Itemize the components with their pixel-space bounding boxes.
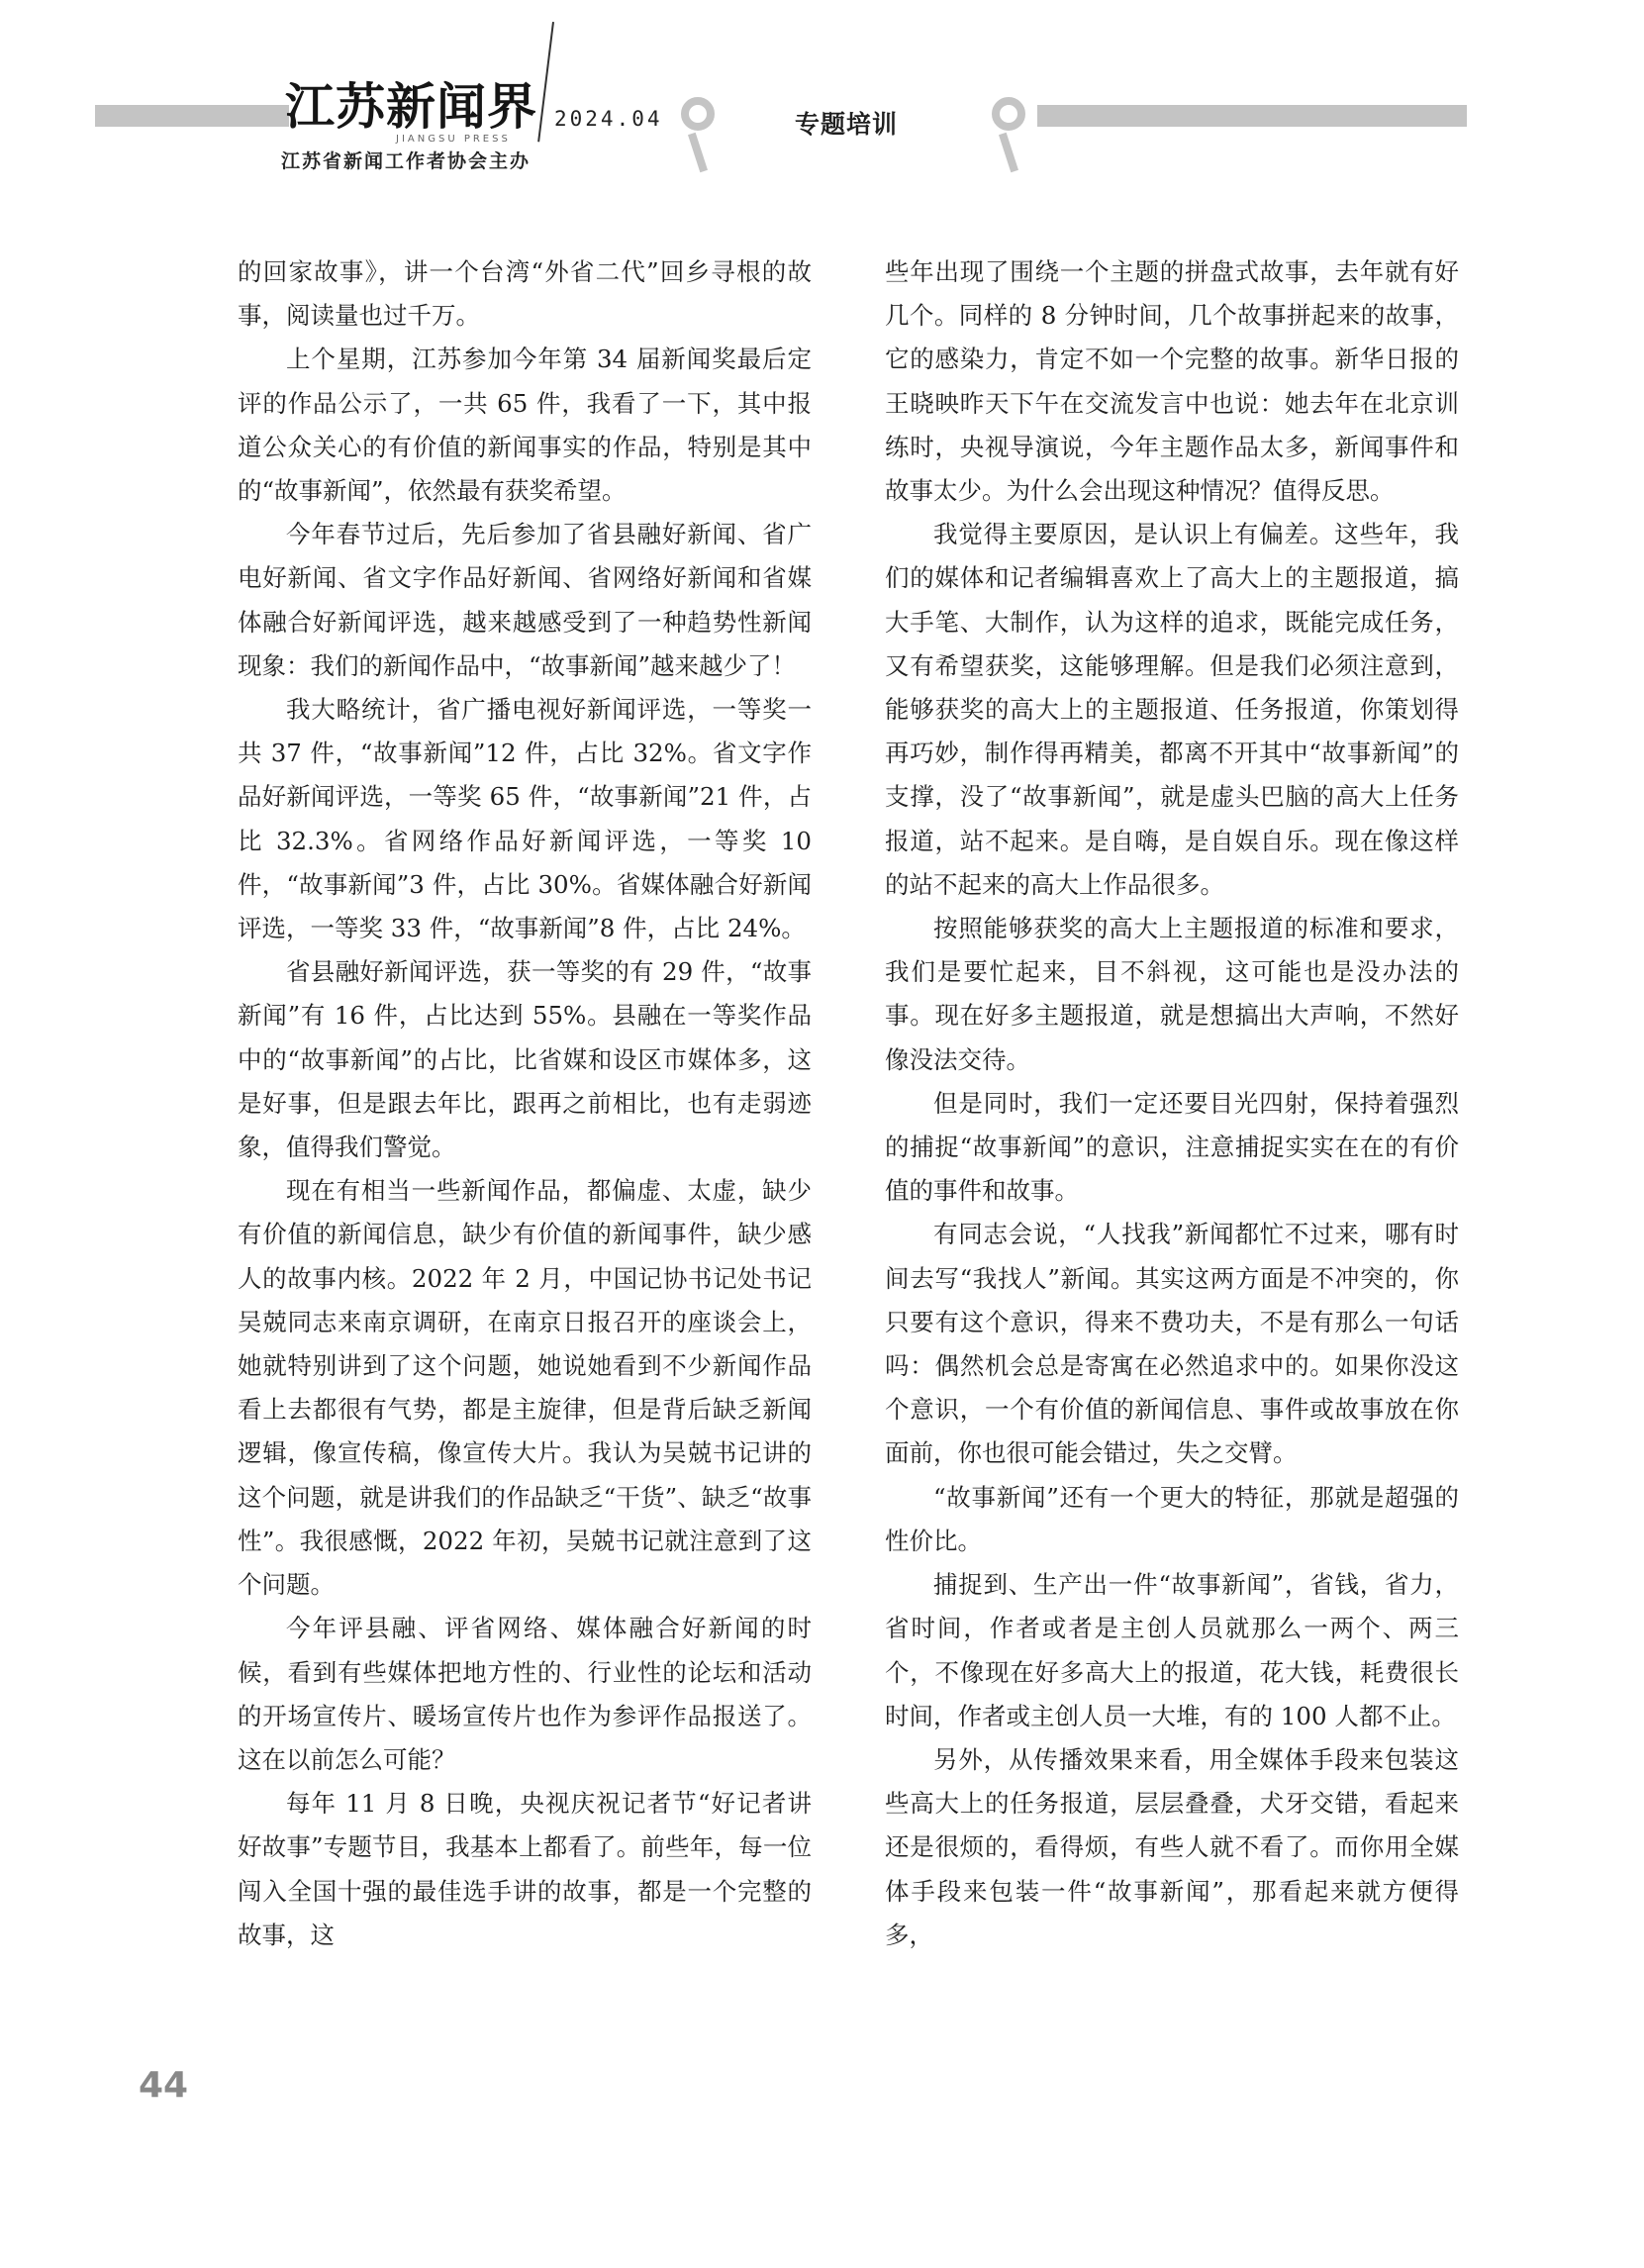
section-title: 专题培训 [795,110,899,139]
masthead-press-tag: JIANGSU PRESS [396,134,511,145]
paragraph: 每年 11 月 8 日晚，央视庆祝记者节“好记者讲好故事”专题节目，我基本上都看了。前些年，每一位闯入全国十强的最佳选手讲的故事，都是一个完整的故事，这 [238,1789,812,1949]
header-rule-left [95,105,289,127]
paragraph: 些年出现了围绕一个主题的拼盘式故事，去年就有好几个。同样的 8 分钟时间，几个故事拼起来的故事，它的感染力，肯定不如一个完整的故事。新华日报的王晓映昨天下午在交流发言中也说：她去年在北京训练时，央视导演说，今年主题作品太多，新闻事件和故事太少。为什么会出现这种情况？值得反思。 [885,257,1459,506]
paragraph: 的回家故事》，讲一个台湾“外省二代”回乡寻根的故事，阅读量也过千万。 [238,257,812,331]
paragraph: 按照能够获奖的高大上主题报道的标准和要求，我们是要忙起来，目不斜视，这可能也是没办法的事。现在好多主题报道，就是想搞出大声响，不然好像没法交待。 [885,914,1459,1074]
host-organization: 江苏省新闻工作者协会主办 [281,150,532,172]
right-column [885,250,1459,1957]
paragraph: 现在有相当一些新闻作品，都偏虚、太虚，缺少有价值的新闻信息，缺少有价值的新闻事件，缺少感人的故事内核。2022 年 2 月，中国记协书记处书记吴兢同志来南京调研，在南京日报召开的座谈会上，她就特别讲到了这个问题，她说她看到不少新闻作品看上去都很有气势，都是主旋律，但是背后缺乏新闻逻辑，像宣传稿，像宣传大片。我认为吴兢书记讲的这个问题，就是讲我们的作品缺乏“干货”、缺乏“故事性”。我很感慨，2022 年初，吴兢书记就注意到了这个问题。 [238,1176,812,1600]
paragraph: 上个星期，江苏参加今年第 34 届新闻奖最后定评的作品公示了，一共 65 件，我看了一下，其中报道公众关心的有价值的新闻事实的作品，特别是其中的“故事新闻”，依然最有获奖希望。 [238,345,812,506]
header-divider-stroke [537,22,554,142]
pin-icon [992,97,1025,131]
masthead-logo: 江苏新闻界 [285,78,537,136]
paragraph: 今年春节过后，先后参加了省县融好新闻、省广电好新闻、省文字作品好新闻、省网络好新闻和省媒体融合好新闻评选，越来越感受到了一种趋势性新闻现象：我们的新闻作品中，“故事新闻”越来越少了！ [238,520,812,680]
paragraph: 省县融好新闻评选，获一等奖的有 29 件，“故事新闻”有 16 件，占比达到 55%。县融在一等奖作品中的“故事新闻”的占比，比省媒和设区市媒体多，这是好事，但是跟去年比，跟再之前相比，也有走弱迹象，值得我们警觉。 [238,957,812,1162]
paragraph: 但是同时，我们一定还要目光四射，保持着强烈的捕捉“故事新闻”的意识，注意捕捉实实在在的有价值的事件和故事。 [885,1088,1459,1206]
pin-icon [681,97,715,131]
paragraph: 捕捉到、生产出一件“故事新闻”，省钱，省力，省时间，作者或者是主创人员就那么一两个、两三个，不像现在好多高大上的报道，花大钱，耗费很长时间，作者或主创人员一大堆，有的 100 人都不止。 [885,1570,1459,1730]
paragraph: 我觉得主要原因，是认识上有偏差。这些年，我们的媒体和记者编辑喜欢上了高大上的主题报道，搞大手笔、大制作，认为这样的追求，既能完成任务，又有希望获奖，这能够理解。但是我们必须注意到，能够获奖的高大上的主题报道、任务报道，你策划得再巧妙，制作得再精美，都离不开其中“故事新闻”的支撑，没了“故事新闻”，就是虚头巴脑的高大上任务报道，站不起来。是自嗨，是自娱自乐。现在像这样的站不起来的高大上作品很多。 [885,520,1459,899]
paragraph: “故事新闻”还有一个更大的特征，那就是超强的性价比。 [885,1482,1459,1555]
paragraph: 我大略统计，省广播电视好新闻评选，一等奖一共 37 件，“故事新闻”12 件，占比 32%。省文字作品好新闻评选，一等奖 65 件，“故事新闻”21 件，占比 32.3%。省网络作品好新闻评选，一等奖 10 件，“故事新闻”3 件，占比 30%。省媒体融合好新闻评选，一等奖 33 件，“故事新闻”8 件，占比 24%。 [238,695,812,943]
paragraph: 有同志会说，“人找我”新闻都忙不过来，哪有时间去写“我找人”新闻。其实这两方面是不冲突的，你只要有这个意识，得来不费功夫，不是有那么一句话吗：偶然机会总是寄寓在必然追求中的。如果你没这个意识，一个有价值的新闻信息、事件或故事放在你面前，你也很可能会错过，失之交臂。 [885,1220,1459,1468]
header-rule-right [1037,105,1467,127]
page-number: 44 [139,2065,189,2106]
issue-date: 2024.04 [554,107,663,131]
left-column [238,250,812,1957]
paragraph: 今年评县融、评省网络、媒体融合好新闻的时候，看到有些媒体把地方性的、行业性的论坛和活动的开场宣传片、暖场宣传片也作为参评作品报送了。这在以前怎么可能？ [238,1614,812,1774]
paragraph: 另外，从传播效果来看，用全媒体手段来包装这些高大上的任务报道，层层叠叠，犬牙交错，看起来还是很烦的，看得烦，有些人就不看了。而你用全媒体手段来包装一件“故事新闻”，那看起来就方便得多， [885,1744,1459,1949]
